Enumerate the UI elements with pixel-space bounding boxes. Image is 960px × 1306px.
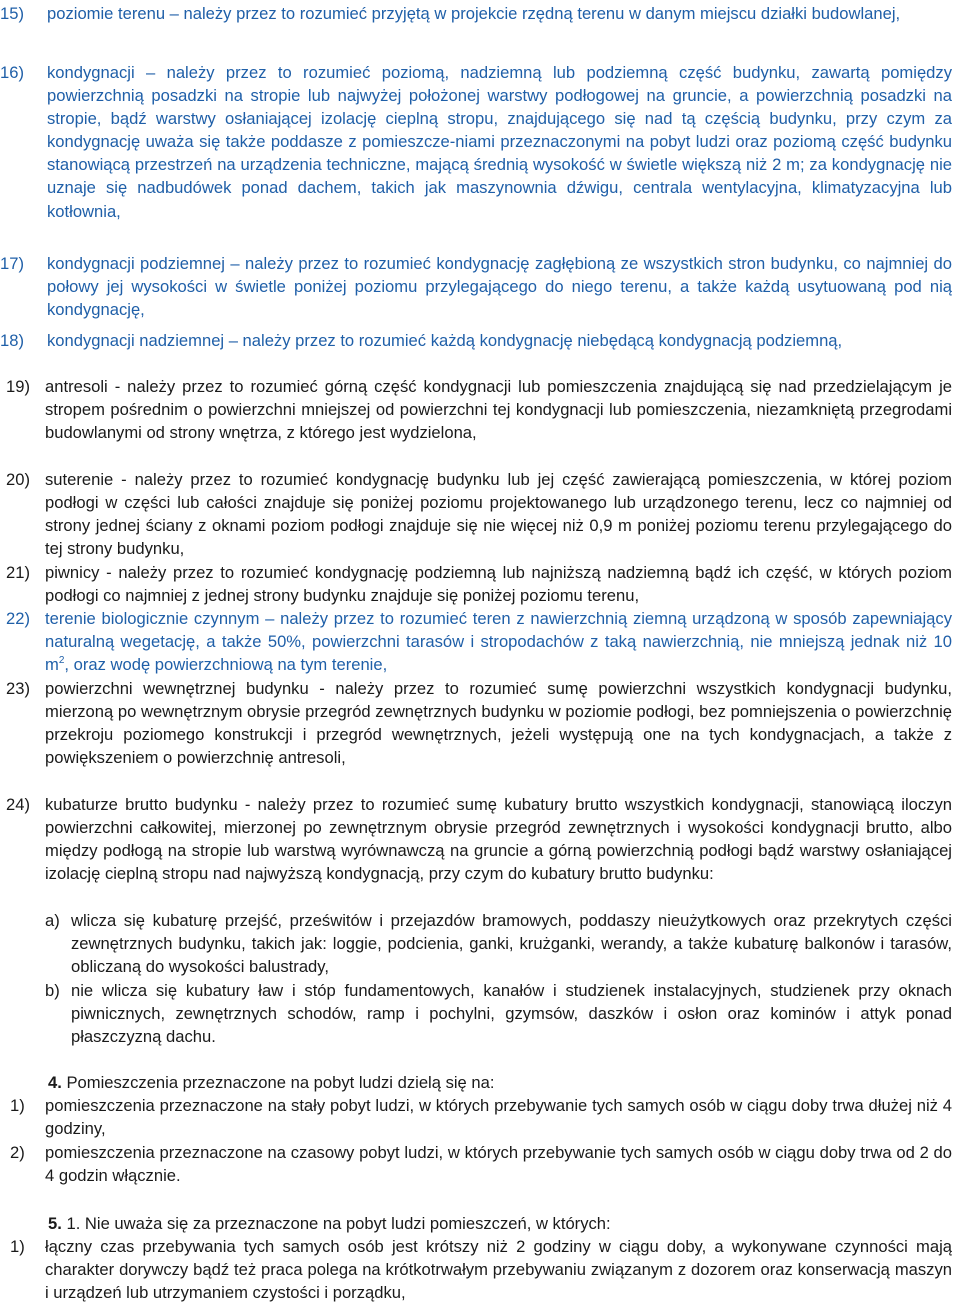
item-text: suterenie - należy przez to rozumieć kondygnację budynku lub jej część zawierającą pomieszczenia, w której poziom podłogi w części lub całości znajduje się poniżej poziomu projektowanego lub urządzonego terenu, lecz co najmniej od strony jednej ściany z oknami poziom podłogi znajduje się nie więcej niż 0,9 m poniżej poziomu terenu przylegającego do tej strony budynku,: [45, 470, 952, 559]
item-text: pomieszczenia przeznaczone na stały pobyt ludzi, w których przebywanie tych samych osób w ciągu doby trwa dłużej niż 4 godziny,: [45, 1096, 952, 1139]
item-number: 17): [0, 254, 24, 273]
definition-20: [6, 468, 952, 560]
item-text: kondygnacji podziemnej – należy przez to rozumieć kondygnację zagłębioną ze wszystkich stron budynku, co najmniej do połowy jej wysokości w świetle poniżej poziomu przylegającego do niego terenu, a także każdą usytuowaną pod nią kondygnację,: [47, 254, 952, 320]
section-4-item-2: [10, 1141, 952, 1187]
item-text: terenie biologicznie czynnym – należy przez to rozumieć teren z nawierzchnią ziemną urządzoną w sposób zapewniający naturalną wegetację, a także 50%, powierzchni tarasów i stropodachów z taką nawierzchnią, nie mniejszą jednak niż 10 $m^2$, oraz wodę powierzchniową na tym terenie,: [45, 609, 952, 675]
item-number: 15): [0, 4, 24, 23]
item-text: łączny czas przebywania tych samych osób jest krótszy niż 2 godziny w ciągu doby, a wykonywane czynności mają charakter dorywczy bądź też praca polega na krótkotrwałym przebywaniu związanym z dozorem oraz konserwacją maszyn i urządzeń lub utrzymaniem czystości i porządku,: [45, 1237, 952, 1303]
item-number: 23): [6, 679, 30, 698]
definition-17: [0, 252, 952, 321]
subitem-text: wlicza się kubaturę przejść, prześwitów i przejazdów bramowych, poddaszy nieużytkowych oraz przekrytych części zewnętrznych budynku, takich jak: loggie, podcienia, ganki, krużganki, werandy, a także kubaturę balkonów i tarasów, obliczaną do wysokości balustrady,: [71, 911, 952, 977]
definition-21: [6, 561, 952, 607]
superscript: 2: [58, 655, 65, 667]
definition-24-a: [45, 909, 952, 978]
section-4-heading: [48, 1071, 952, 1094]
section-5-item-1: [10, 1235, 952, 1304]
item-text: powierzchni wewnętrznej budynku - należy przez to rozumieć sumę powierzchni wszystkich kondygnacji budynku, mierzoną po wewnętrznym obrysie przegród zewnętrznych budynku w poziomie podłogi, bez pomniejszenia o powierzchnię przekroju poziomego konstrukcji i przegród wewnętrznych, jeżeli występują one na tych kondygnacjach, a także z powiększeniem o powierzchnię antresoli,: [45, 679, 952, 768]
section-number: 5.: [48, 1214, 62, 1233]
definition-18: [0, 329, 952, 352]
subitem-letter: a): [45, 911, 60, 930]
item-text: piwnicy - należy przez to rozumieć kondygnację podziemną lub najniższą nadziemną bądź ich część, w których poziom podłogi co najmniej z jednej strony budynku znajduje się poniżej poziomu terenu,: [45, 563, 952, 606]
item-text: kondygnacji – należy przez to rozumieć poziomą, nadziemną lub podziemną część budynku, zawartą pomiędzy powierzchnią posadzki na stropie lub najwyżej położonej warstwy podłogowej na gruncie, a powierzchnią posadzki na stropie, bądź warstwy osłaniającej izolację cieplną stropu, znajdującego się nad tą częścią budynku, przy czym za kondygnację uważa się także poddasze z pomieszcze-niami przeznaczonymi na pobyt ludzi oraz poziomą część budynku stanowiącą przestrzeń na urządzenia techniczne, mającą średnią wysokość w świetle większą niż 2 m; za kondygnację nie uznaje się nadbudówek ponad dachem, takich jak maszynownia dźwigu, centrala wentylacyjna, klimatyzacyjna lub kotłownia,: [47, 63, 952, 221]
definition-24: [6, 793, 952, 885]
item-number: 2): [10, 1143, 25, 1162]
item-number: 21): [6, 563, 30, 582]
section-text: Pomieszczenia przeznaczone na pobyt ludzi dzielą się na:: [66, 1073, 495, 1092]
definition-19: [6, 375, 952, 444]
item-text: poziomie terenu – należy przez to rozumieć przyjętą w projekcie rzędną terenu w danym miejscu działki budowlanej,: [47, 4, 901, 23]
section-4-item-1: [10, 1094, 952, 1140]
item-text: pomieszczenia przeznaczone na czasowy pobyt ludzi, w których przebywanie tych samych osób w ciągu doby trwa od 2 do 4 godzin włącznie.: [45, 1143, 952, 1186]
item-number: 19): [6, 377, 30, 396]
item-number: 24): [6, 795, 30, 814]
definition-22: [6, 607, 952, 676]
item-number: 1): [10, 1096, 25, 1115]
section-number: 4.: [48, 1073, 62, 1092]
item-text: antresoli - należy przez to rozumieć górną część kondygnacji lub pomieszczenia znajdującą się nad przedzielającym je stropem pośrednim o powierzchni mniejszej od powierzchni tej kondygnacji lub pomieszczenia, niezamkniętą przegrodami budowlanymi od strony wnętrza, z którego jest wydzielona,: [45, 377, 952, 443]
section-5-heading: [48, 1212, 952, 1235]
subitem-letter: b): [45, 981, 60, 1000]
definition-24-b: [45, 979, 952, 1048]
definition-15: [0, 2, 952, 25]
item-text: kondygnacji nadziemnej – należy przez to rozumieć każdą kondygnację niebędącą kondygnacją podziemną,: [47, 331, 843, 350]
subitem-text: nie wlicza się kubatury ław i stóp fundamentowych, kanałów i studzienek instalacyjnych, studzienek przy oknach piwnicznych, zewnętrznych schodów, ramp i pochylni, gzymsów, daszków i osłon oraz kominów i attyk ponad płaszczyzną dachu.: [71, 981, 952, 1047]
item-number: 20): [6, 470, 30, 489]
item-number: 18): [0, 331, 24, 350]
item-number: 22): [6, 609, 30, 628]
section-text: 1. Nie uważa się za przeznaczone na pobyt ludzi pomieszczeń, w których:: [66, 1214, 611, 1233]
definition-16: [0, 61, 952, 223]
item-number: 1): [10, 1237, 25, 1256]
definition-23: [6, 677, 952, 769]
item-text: kubaturze brutto budynku - należy przez to rozumieć sumę kubatury brutto wszystkich kondygnacji, stanowiącą iloczyn powierzchni całkowitej, mierzonej po zewnętrznym obrysie przegród zewnętrznych i wysokości kondygnacji brutto, albo między podłogą na stropie lub warstwą wyrównawczą na gruncie a górną powierzchnią podłogi bądź warstwy osłaniającej izolację cieplną stropu nad najwyższą kondygnacją, przy czym do kubatury brutto budynku:: [45, 795, 952, 884]
item-number: 16): [0, 63, 24, 82]
